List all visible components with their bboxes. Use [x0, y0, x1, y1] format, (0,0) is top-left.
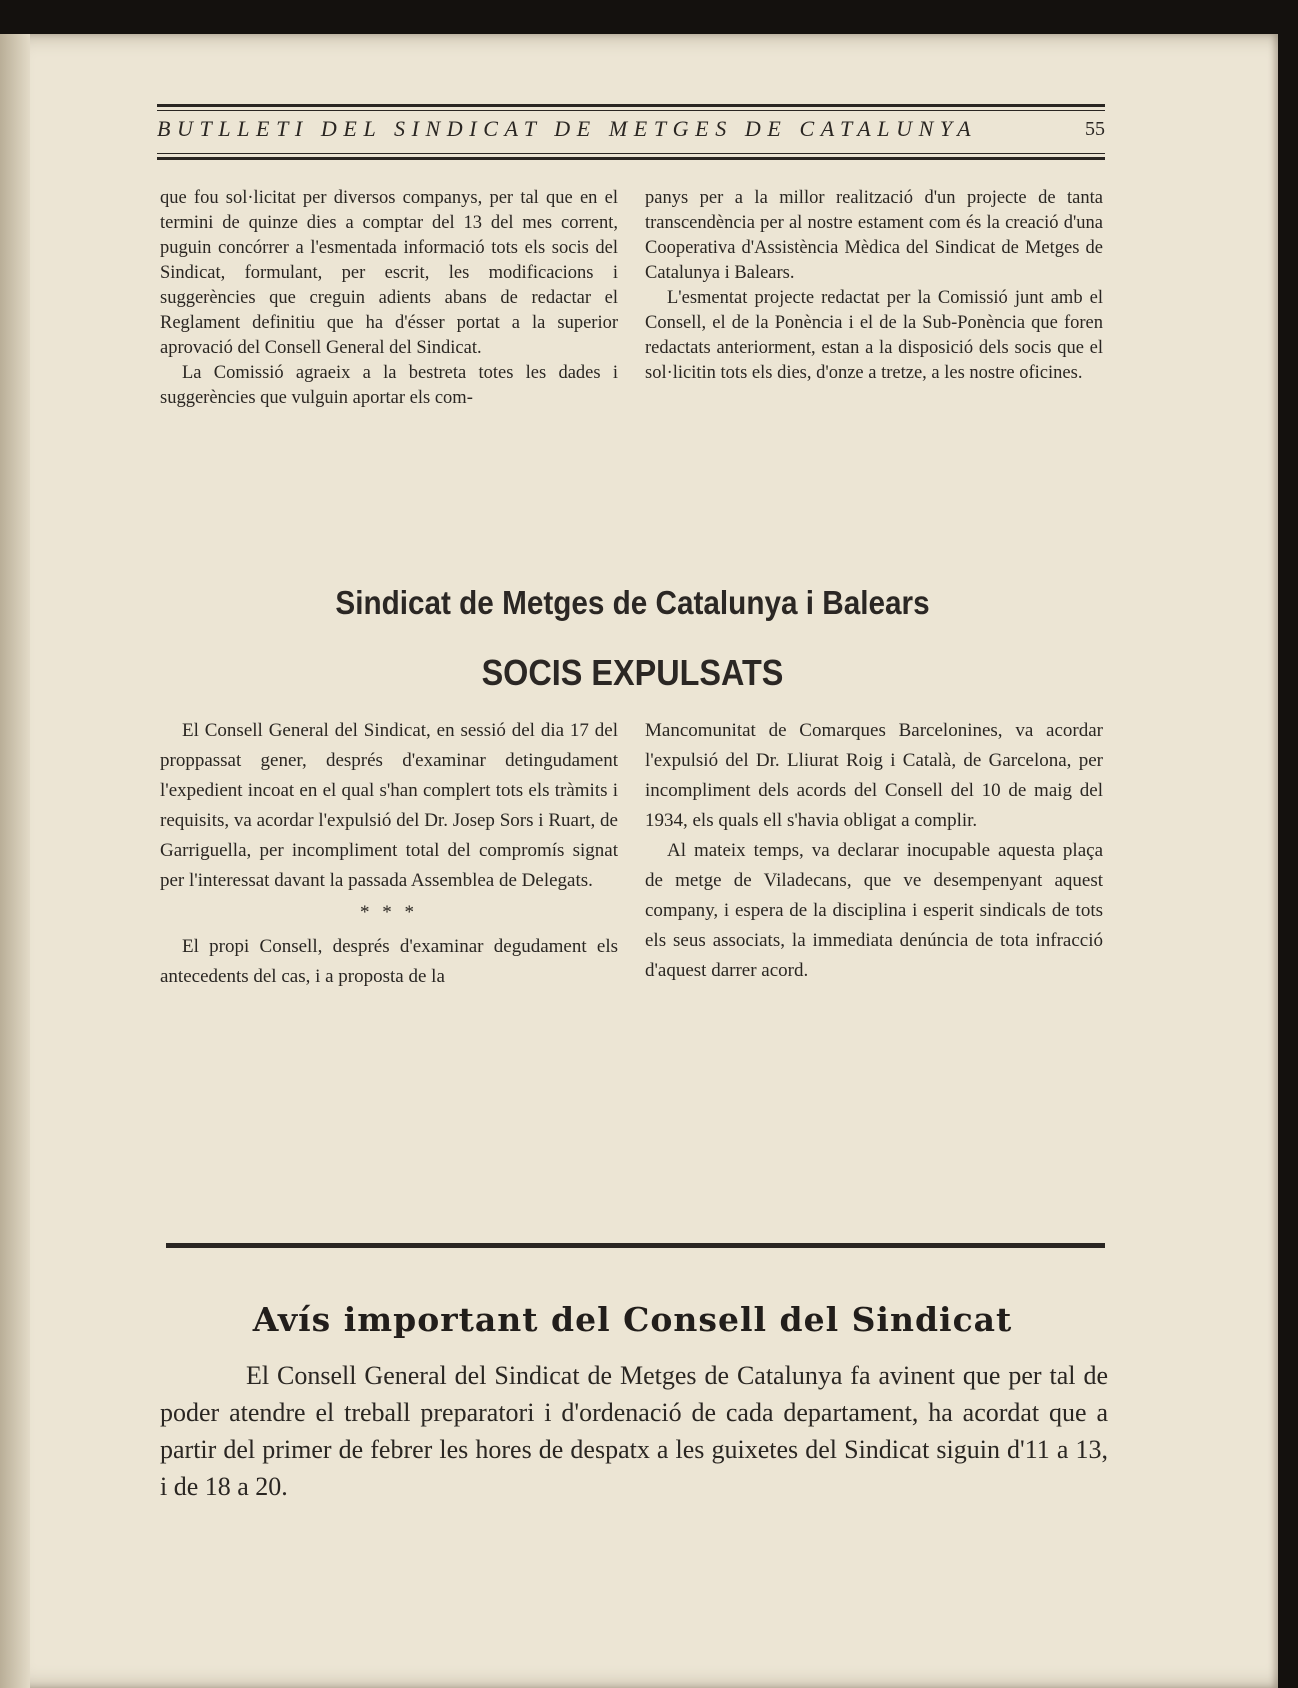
header-rule: [157, 153, 1105, 154]
header-rule: [157, 104, 1105, 107]
page-number: 55: [1085, 118, 1105, 140]
section-heading: Sindicat de Metges de Catalunya i Balears: [335, 584, 930, 621]
expulsion-column-right: [645, 716, 1103, 986]
paragraph: El Consell General del Sindicat de Metges de Catalunya fa avinent que per tal de poder atendre el treball preparatori i d'ordenació de cada departament, ha acordat que a partir del primer de febrer les hores de despatx a les guixetes del Sindicat siguin d'11 a 13, i de 18 a 20.: [160, 1361, 1108, 1501]
notice-body: [160, 1357, 1108, 1505]
paragraph: Al mateix temps, va declarar inocupable aquesta plaça de metge de Viladecans, que ve desempenyant aquest company, i espera de la disciplina i esperit sindicals de tots els seus associats, la immediata denúncia de tota infracció d'aquest darrer acord.: [645, 840, 1103, 981]
book-spine-shadow: [0, 34, 30, 1688]
paragraph: Mancomunitat de Comarques Barcelonines, va acordar l'expulsió del Dr. Lliurat Roig i Català, de Garcelona, per incompliment dels acords del Consell del 10 de maig del 1934, els quals ell s'havia obligat a complir.: [645, 720, 1103, 831]
journal-title: BUTLLETI DEL SINDICAT DE METGES DE CATALUNYA: [157, 116, 978, 141]
paragraph: El Consell General del Sindicat, en sessió del dia 17 del proppassat gener, després d'examinar detingudament l'expedient incoat en el qual s'han complert tots els tràmits i requisits, va acordar l'expulsió del Dr. Josep Sors i Ruart, de Garriguella, per incompliment total del compromís signat per l'interessat davant la passada Assemblea de Delegats.: [160, 720, 618, 891]
running-header: [157, 104, 1105, 162]
section-subheading: SOCIS EXPULSATS: [481, 652, 784, 693]
paragraph: La Comissió agraeix a la bestreta totes les dades i suggerències que vulguin aportar els com-: [160, 363, 618, 408]
paragraph: L'esmentat projecte redactat per la Comissió junt amb el Consell, el de la Ponència i el de la Sub-Ponència que foren redactats anteriorment, estan a la disposició dels socis que el sol·licitin tots els dies, d'onze a tretze, a les nostre oficines.: [645, 288, 1103, 383]
paragraph: panys per a la millor realització d'un projecte de tanta transcendència per al nostre estament com és la creació d'una Cooperativa d'Assistència Mèdica del Sindicat de Metges de Catalunya i Balears.: [645, 188, 1103, 283]
section-divider: [166, 1243, 1105, 1248]
paragraph: que fou sol·licitat per diversos companys, per tal que en el termini de quinze dies a comptar del 13 del mes corrent, puguin concórrer a l'esmentada informació tots els socis del Sindicat, formulant, per escrit, les modificacions i suggerències que creguin adients abans de redactar el Reglament definitiu que ha d'ésser portat a la superior aprovació del Consell General del Sindicat.: [160, 188, 618, 358]
header-rule: [157, 110, 1105, 111]
top-column-left: [160, 186, 618, 411]
asterism-separator: * * *: [360, 902, 418, 923]
expulsion-column-left: [160, 716, 618, 992]
notice-title: Avís important del Consell del Sindicat: [252, 1300, 1013, 1339]
header-rule: [157, 157, 1105, 160]
top-column-right: [645, 186, 1103, 386]
paragraph: El propi Consell, després d'examinar degudament els antecedents del cas, i a proposta de la: [160, 936, 618, 987]
